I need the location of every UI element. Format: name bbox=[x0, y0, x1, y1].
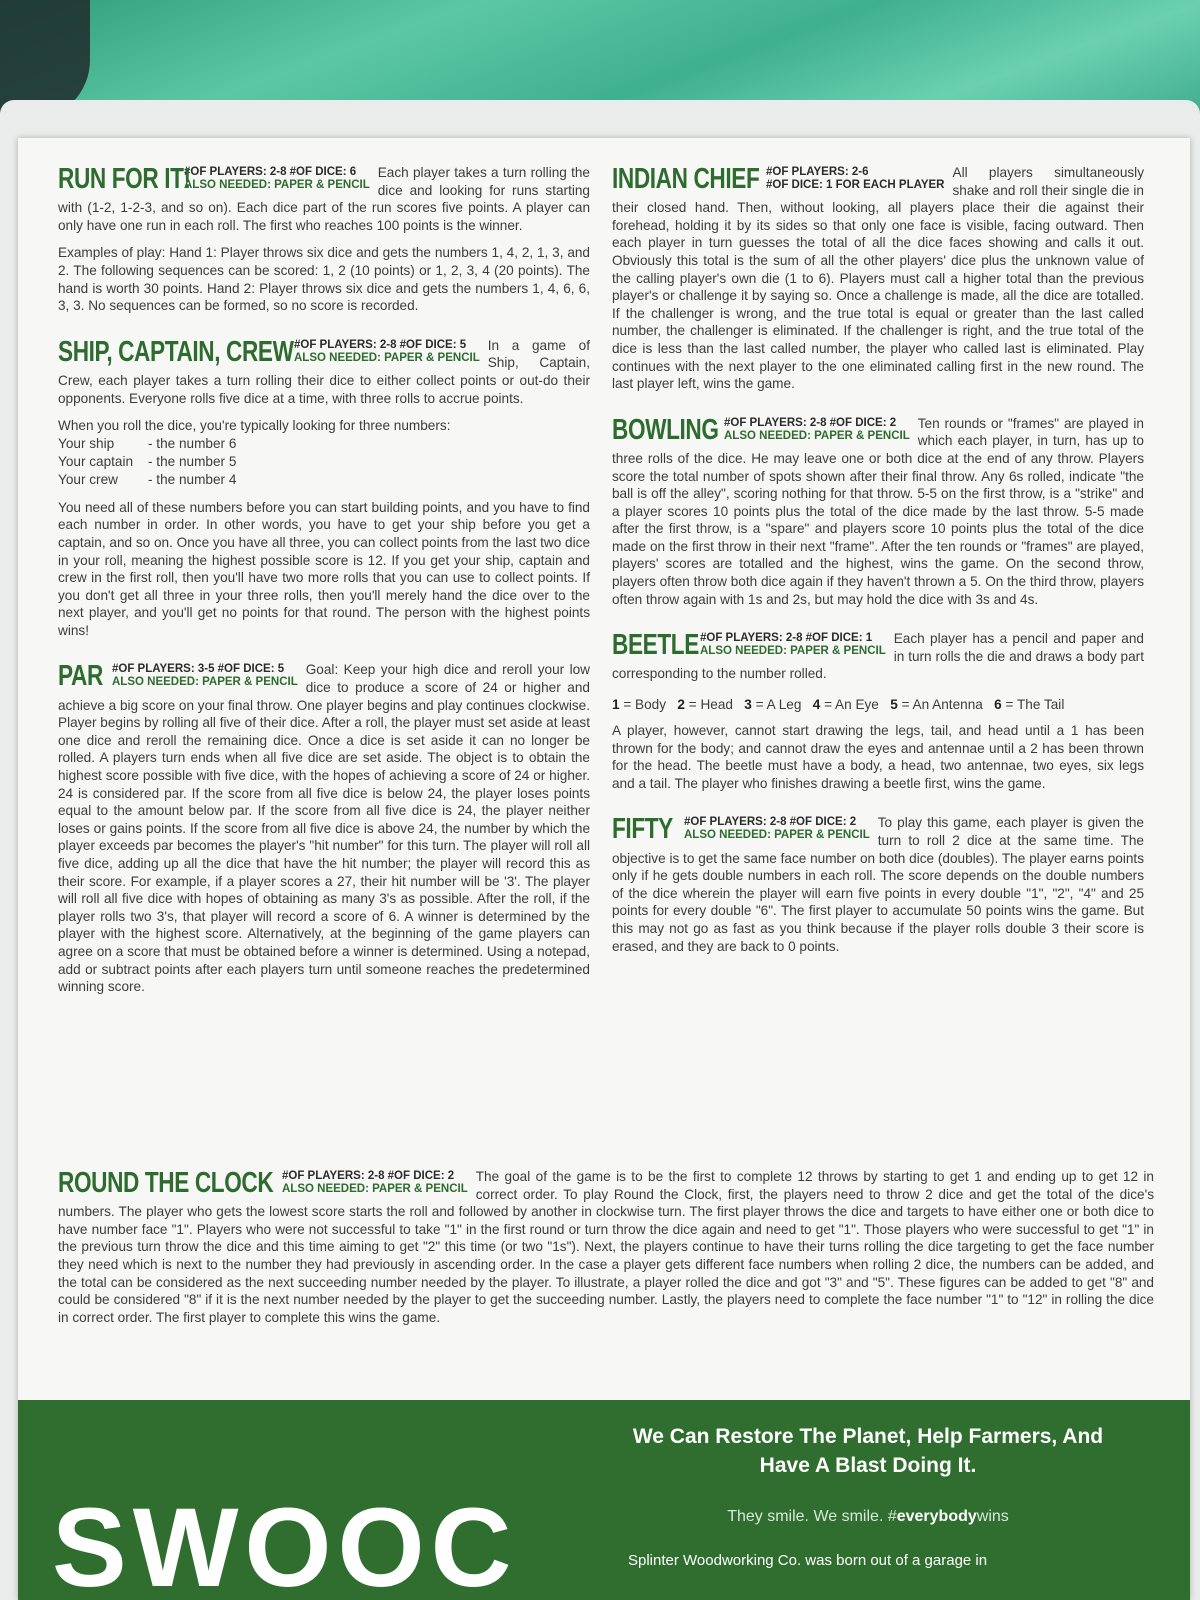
game-title: RUN FOR IT! bbox=[58, 163, 191, 195]
key-part: = The Tail bbox=[1005, 697, 1065, 713]
key-number: 5 bbox=[890, 697, 898, 713]
beetle-key bbox=[612, 697, 1144, 712]
key-part: = Body bbox=[623, 697, 667, 713]
game-header bbox=[58, 337, 480, 367]
brand-logo: SWOOC bbox=[52, 1485, 518, 1600]
key-part: = A Leg bbox=[755, 697, 802, 713]
game-title: BEETLE bbox=[612, 629, 699, 662]
game-meta bbox=[184, 164, 370, 192]
game-description: Goal: Keep your high dice and reroll your low dice to produce a score of 24 or higher and achieve a big score on your final throw. One player begins and play continues clockwise. Player begins by rolling all five of their dice. After a roll, the player must set aside at least one dice and reroll the remaining dice. Once a dice is set aside it can no longer be rolled. A players turn ends when all five dice are set aside. The object is to obtain the highest score possible with five dice, with the hopes of achieving a score of 24 or higher. 24 is considered par. If the score from all five dice is below 24, the player loses points equal to the amount below par. If the score from all five dice is 24, the player neither loses or gains points. If the score from all five dice is above 24, the number by which the player exceeds par becomes the player's "hit number" for this turn. The player will roll all five dice, adding up all the dice that have the hit number; the player will record this as their score. For example, if a player scores a 27, their hit number will be '3'. The player will roll all five dice with hopes of obtaining as many 3's as possible. After the roll, if the player rolls two 3's, that player will record a score of 6. A winner is determined by the player with the highest score. Alternatively, at the beginning of the game players can agree on a score that must be obtained before a winner is determined. Using a notepad, add or subtract points after each players turn until someone reaches the predetermined winning score. bbox=[58, 662, 590, 995]
key-number: 6 bbox=[994, 697, 1002, 713]
footer-story: Splinter Woodworking Co. was born out of a garage in bbox=[628, 1552, 988, 1569]
slogan-bold: everybody bbox=[896, 1508, 977, 1525]
right-column bbox=[612, 164, 1144, 1164]
game-rules: A player, however, cannot start drawing the legs, tail, and head until a 1 has been thrown for the body; and cannot draw the eyes and antennae until a 2 has been thrown for the head. The beetle must have a body, a head, two antennae, two eyes, six legs and a tail. The player who finishes drawing a beetle first, wins the game. bbox=[612, 723, 1144, 791]
also-needed: ALSO NEEDED: PAPER & PENCIL bbox=[294, 351, 480, 364]
game-meta bbox=[684, 814, 870, 842]
rules-sheet bbox=[18, 138, 1190, 1600]
key-number: 2 bbox=[677, 697, 685, 713]
key-part: = An Antenna bbox=[901, 697, 983, 713]
key-number: 4 bbox=[812, 697, 821, 713]
players-dice: #OF PLAYERS: 2-8 #OF DICE: 5 bbox=[294, 338, 467, 351]
game-bowling bbox=[612, 415, 1144, 609]
game-description: Ten rounds or "frames" are played in which each player, in turn, has up to three rolls of the dice. He may leave one or both dice at the end of any throw. Players score the total number of spots shown after their final throw. Any 6s rolled, indicate "the ball is off the alley", scoring nothing for that throw. 5-5 on the first throw, is a "strike" and a player scores 10 points plus the total of the dice made by the last throw. 5-5 made after the first throw, is a "spare" and players score 10 points plus the total of the dice made on the first throw in their next "frame". After the ten rounds or "frames" are played, players' scores are totalled and the highest, wins the game. On the second throw, players often throw both dice again if they haven't thrown a 5. On the third throw, players often throw again with 1s and 2s, but may hold the dice with 3s and 4s. bbox=[612, 415, 1144, 607]
key-part: = Head bbox=[688, 697, 733, 713]
game-title: SHIP, CAPTAIN, CREW bbox=[58, 335, 294, 368]
players-dice: #OF PLAYERS: 2-8 #OF DICE: 6 bbox=[184, 166, 357, 178]
players-dice: #OF PLAYERS: 2-8 #OF DICE: 2 bbox=[684, 816, 857, 829]
also-needed: ALSO NEEDED: PAPER & PENCIL bbox=[112, 676, 298, 689]
also-needed: ALSO NEEDED: PAPER & PENCIL bbox=[282, 1183, 468, 1195]
item-value: - the number 5 bbox=[148, 453, 237, 469]
players-count: #OF PLAYERS: 2-6 bbox=[766, 166, 869, 178]
game-title: FIFTY bbox=[612, 813, 673, 846]
dice-count: #OF DICE: 1 FOR EACH PLAYER bbox=[766, 179, 945, 191]
game-run-for-it bbox=[58, 164, 590, 315]
list-item bbox=[58, 453, 590, 471]
game-header bbox=[58, 661, 298, 691]
item-value: - the number 6 bbox=[148, 435, 237, 451]
game-description: The goal of the game is to be the first to complete 12 throws by starting to get 1 and ending up to get 12 in correct order. To play Round the Clock, first, the players need to throw 2 dice and get the total of the dice's numbers. The player who gets the lowest score starts the roll and followed by another in clockwise turn. The first player throws the dice and targets to have either one or both dice to have number face "1". Players who were not successful to take "1" in the first round or turn throw the dice again and need to get "1". Those players who were successful to get "1" in the previous turn throw the dice and this time aiming to get "2" this time (or two "1s"). Next, the players continue to have their turns rolling the dice targeting to get the face number they need which is next to the number they had previously in ascending order. In the case a player gets different face numbers when rolling 2 dice, the numbers can be added, and the total can be considered as the next succeeding number needed by the player. To illustrate, a player rolled the dice and got "3" and "5". These figures can be added to get "8" and could be considered "8" if it is the next number needed by the player to get the succeeding number. Lastly, the players need to complete the face number "1" to "12" in rolling the dice in correct order. The first player to complete this wins the game. bbox=[58, 1169, 1154, 1325]
also-needed: ALSO NEEDED: PAPER & PENCIL bbox=[724, 429, 910, 442]
game-intro: When you roll the dice, you're typically looking for three numbers: bbox=[58, 418, 451, 434]
also-needed: ALSO NEEDED: PAPER & PENCIL bbox=[184, 179, 370, 191]
game-round-the-clock bbox=[58, 1168, 1154, 1326]
left-column bbox=[58, 164, 590, 1164]
item-label: Your captain bbox=[58, 453, 134, 469]
game-description: Each player has a pencil and paper and in turn rolls the die and draws a body part corresponding to the number rolled. bbox=[612, 631, 1144, 682]
game-header bbox=[612, 814, 870, 844]
game-title: INDIAN CHIEF bbox=[612, 163, 760, 195]
game-description: To play this game, each player is given the turn to roll 2 dice at the same time. The objective is to get the same face number on both dice (doubles). The player earns points only if he gets double numbers in each roll. The score depends on the double numbers of the dice wherein the player will earn five points in every double "1", "2", "4" and 25 points for every double "6". The first player to accumulate 50 points wins the game. But this may not go as fast as you think because if the player rolls double 3 their score is erased, and they are back to 0 points. bbox=[612, 815, 1144, 954]
game-indian-chief bbox=[612, 164, 1144, 393]
players-dice: #OF PLAYERS: 3-5 #OF DICE: 5 bbox=[112, 663, 285, 676]
game-header bbox=[612, 164, 945, 194]
game-header bbox=[58, 1168, 468, 1198]
game-meta bbox=[724, 415, 910, 443]
players-dice: #OF PLAYERS: 2-8 #OF DICE: 2 bbox=[724, 416, 897, 429]
game-rules: You need all of these numbers before you can start building points, and you have to find each number in order. In other words, you have to get your ship before you get a captain, and so on. Once you have all three, you can collect points from the last two dice in your roll, meaning the highest possible score is 12. If you get your ship, captain and crew in the first roll, then you'll have two more rolls that you can use to collect points. If you don't get all three in your three rolls, then you'll merely hand the dice over to the next player, and you'll get no points for that round. The person with the highest points wins! bbox=[58, 499, 590, 638]
game-beetle bbox=[612, 630, 1144, 792]
slogan-end: wins bbox=[976, 1508, 1009, 1525]
key-part: = An Eye bbox=[824, 697, 879, 713]
item-label: Your ship bbox=[58, 435, 115, 451]
game-title: ROUND THE CLOCK bbox=[58, 1167, 274, 1199]
game-ship-captain-crew bbox=[58, 337, 590, 640]
list-item bbox=[58, 471, 590, 489]
game-meta bbox=[112, 661, 298, 689]
also-needed: ALSO NEEDED: PAPER & PENCIL bbox=[684, 829, 870, 842]
key-number: 1 bbox=[612, 697, 620, 713]
game-meta bbox=[282, 1168, 468, 1196]
game-par bbox=[58, 661, 590, 995]
slogan-text: They smile. We smile. # bbox=[727, 1508, 897, 1525]
number-list bbox=[58, 435, 590, 489]
game-fifty bbox=[612, 814, 1144, 955]
game-title: PAR bbox=[58, 660, 103, 693]
footer-tagline: We Can Restore The Planet, Help Farmers, And Have A Blast Doing It. bbox=[632, 1425, 1104, 1477]
game-description: Each player takes a turn rolling the dice and looking for runs starting with (1-2, 1-2-3, and so on). Each dice part of the run scores five points. A player can only have one run in each roll. The first who reaches 100 points is the winner. bbox=[58, 165, 590, 233]
game-examples: Examples of play: Hand 1: Player throws six dice and gets the numbers 1, 4, 2, 1, 3, and 2. The following sequences can be scored: 1, 2 (10 points) or 1, 2, 3, 4 (20 points). The hand is worth 30 points. Hand 2: Player throws six dice and gets the numbers 1, 4, 6, 6, 3, 3. No sequences can be formed, so no score is recorded. bbox=[58, 245, 590, 314]
item-value: - the number 4 bbox=[148, 471, 237, 487]
also-needed: ALSO NEEDED: PAPER & PENCIL bbox=[700, 645, 886, 658]
game-header bbox=[612, 415, 910, 445]
game-header bbox=[612, 630, 886, 660]
players-dice: #OF PLAYERS: 2-8 #OF DICE: 2 bbox=[282, 1170, 455, 1182]
rules-columns bbox=[58, 164, 1154, 1164]
game-meta bbox=[294, 337, 480, 365]
item-label: Your crew bbox=[58, 471, 118, 487]
rules-content bbox=[18, 138, 1190, 1400]
list-item bbox=[58, 435, 590, 453]
brand-footer bbox=[18, 1400, 1190, 1600]
key-number: 3 bbox=[744, 697, 752, 713]
game-header bbox=[58, 164, 370, 194]
game-title: BOWLING bbox=[612, 413, 719, 446]
footer-slogan bbox=[608, 1508, 1128, 1526]
game-description: In a game of Ship, Captain, Crew, each player takes a turn rolling their dice to either collect points or out-do their opponents. Everyone rolls five dice at a time, with three rolls to accrue points. bbox=[58, 337, 590, 406]
game-meta bbox=[700, 630, 886, 658]
players-dice: #OF PLAYERS: 2-8 #OF DICE: 1 bbox=[700, 632, 873, 645]
game-description: All players simultaneously shake and roll their single die in their closed hand. Then, without looking, all players place their die against their forehead, holding it by its sides so that only one face is visible, facing outward. Then each player in turn guesses the total of all the dice faces showing and calls it out. Obviously this total is the sum of all the other players' dice plus the unknown value of the calling player's own die (1 to 6). Players must call a higher total than the previous player's or challenge it by saying so. Once a challenge is made, all the dice are totalled. If the challenger is wrong, and the true total is equal or greater than the last called number, the challenger is eliminated. If the challenger is right, and the true total of the dice is less than the last called number, the player who called last is eliminated. Play continues with the next player to the one eliminated calling first in the new round. The last player left, wins the game. bbox=[612, 165, 1144, 392]
game-meta bbox=[766, 164, 945, 192]
